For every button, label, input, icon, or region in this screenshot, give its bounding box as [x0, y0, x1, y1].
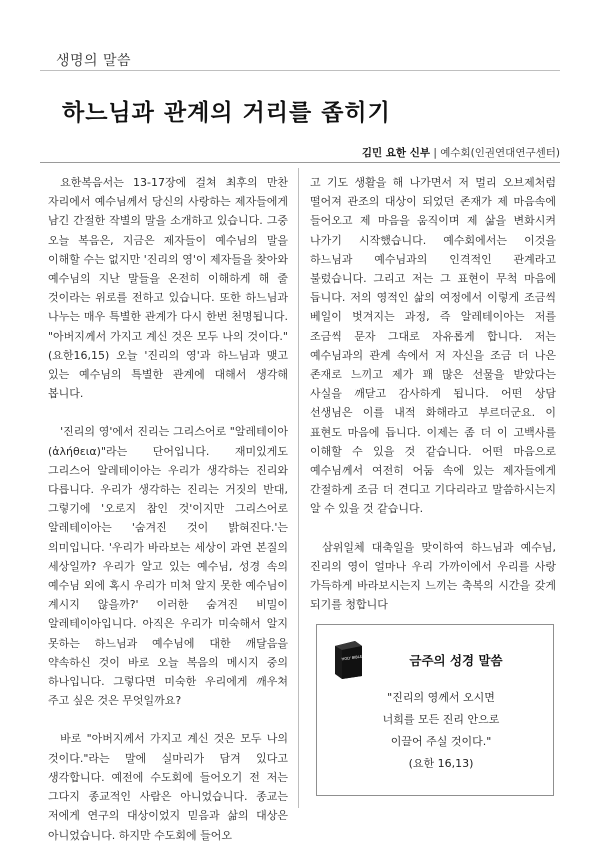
article-title: 하느님과 관계의 거리를 좁히기 [62, 99, 391, 126]
paragraph: 요한복음서는 13-17장에 걸쳐 최후의 만찬 자리에서 예수님께서 당신의 사랑하는 제자들에게 남긴 간절한 작별의 말을 소개하고 있습니다. 그중 오늘 복음은, 지금은 제자들이 예수님의 말을 이해할 수는 없지만 '진리의 영'이 제자들을 찾아와 예수님의 지난 말들을 온전히 이해하게 해 줄 것이라는 위로를 전하고 있습니다. 또한 하느님과 나누는 매우 특별한 관계가 다시 한번 천명됩니다. "아버지께서 가지고 계신 것은 모두 나의 것이다."(요한16,15) 오늘 '진리의 영'과 하느님과 맺고 있는 예수님의 특별한 관계에 대해서 생각해 봅니다. [48, 176, 288, 401]
paragraph: 바로 "아버지께서 가지고 계신 것은 모두 나의 것이다."라는 말에 실마리가 담겨 있다고 생각합니다. 예전에 수도회에 들어오기 전 저는 그다지 종교적인 사람은 아니었습니다. 종교는 저에게 연구의 대상이었지 믿음과 삶의 대상은 아니었습니다. 하지만 수도회에 들어오 [48, 732, 288, 842]
author-affiliation: | 예수회(인권연대연구센터) [433, 147, 560, 159]
verse-line: 이끌어 주실 것이다." [390, 735, 492, 748]
column-divider [298, 168, 299, 808]
verse-line: "진리의 영께서 오시면 [387, 691, 495, 704]
verse-reference: (요한 16,13) [408, 757, 474, 770]
verse-box-title: 금주의 성경 말씀 [409, 653, 503, 668]
author-name: 김민 요한 신부 [361, 147, 430, 159]
section-label: 생명의 말씀 [56, 53, 132, 69]
weekly-verse-box [316, 624, 554, 796]
byline-rule [40, 162, 560, 163]
paragraph: 고 기도 생활을 해 나가면서 저 멀리 오브제처럼 떨어져 관조의 대상이 되었던 존재가 제 마음속에 들어오고 제 마음을 움직이며 제 삶을 변화시켜 나가기 시작했습니다. 예수회에서는 이것을 하느님과 예수님과의 인격적인 관계라고 불렀습니다. 그리고 저는 그 표현이 무척 마음에 듭니다. 저의 영적인 삶의 여정에서 이렇게 조금씩 베일이 벗겨지는 과정, 즉 알레테이아는 저를 조금씩 문자 그대로 자유롭게 합니다. 저는 예수님과의 관계 속에서 저 자신을 조금 더 나은 존재로 느끼고 제가 꽤 많은 선물을 받았다는 사실을 깨닫고 감사하게 됩니다. 어떤 상담 선생님은 이를 내적 화해라고 부르더군요. 이 표현도 마음에 듭니다. 이제는 좀 더 이 고백사를 이해할 수 있을 것 같습니다. 어떤 마음으로 예수님께서 여전히 어둠 속에 있는 제자들에게 간절하게 조금 더 견디고 기다리라고 말씀하시는지 알 수 있을 것 같습니다. [310, 176, 556, 516]
right-column [310, 173, 556, 614]
verse-line: 너희를 모든 진리 안으로 [382, 713, 500, 726]
left-column [48, 173, 288, 845]
bible-icon-text: HOLY BIBLE [341, 654, 363, 662]
paragraph: '진리의 영'에서 진리는 그리스어로 "알레테이아(ἀλήθεια)"라는 단어입니다. 재미있게도 그리스어 알레테이아는 우리가 생각하는 진리와 다릅니다. 우리가 생각하는 진리는 거짓의 반대, 그렇기에 '오로지 참인 것'이지만 그리스어로 알레테이아는 '숨겨진 것이 밝혀진다.'는 의미입니다. '우리가 바라보는 세상이 과연 본질의 세상일까? 우리가 알고 있는 예수님, 성경 속의 예수님 외에 혹시 우리가 미처 알지 못한 예수님이 계시지 않을까?' 이러한 숨겨진 비밀이 알레테이아입니다. 아직은 우리가 미숙해서 알지 못하는 하느님과 예수님에 대한 깨달음을 약속하신 것이 바로 오늘 복음의 메시지 중의 하나입니다. 그렇다면 미숙한 우리에게 깨우쳐 주고 싶은 것은 무엇일까요? [48, 425, 288, 708]
byline [362, 145, 560, 160]
top-rule [40, 70, 560, 71]
paragraph: 삼위일체 대축일을 맞이하여 하느님과 예수님, 진리의 영이 얼마나 우리 가까이에서 우리를 사랑 가득하게 바라보시는지 느끼는 축복의 시간을 갖게 되기를 청합니다 [310, 540, 556, 612]
